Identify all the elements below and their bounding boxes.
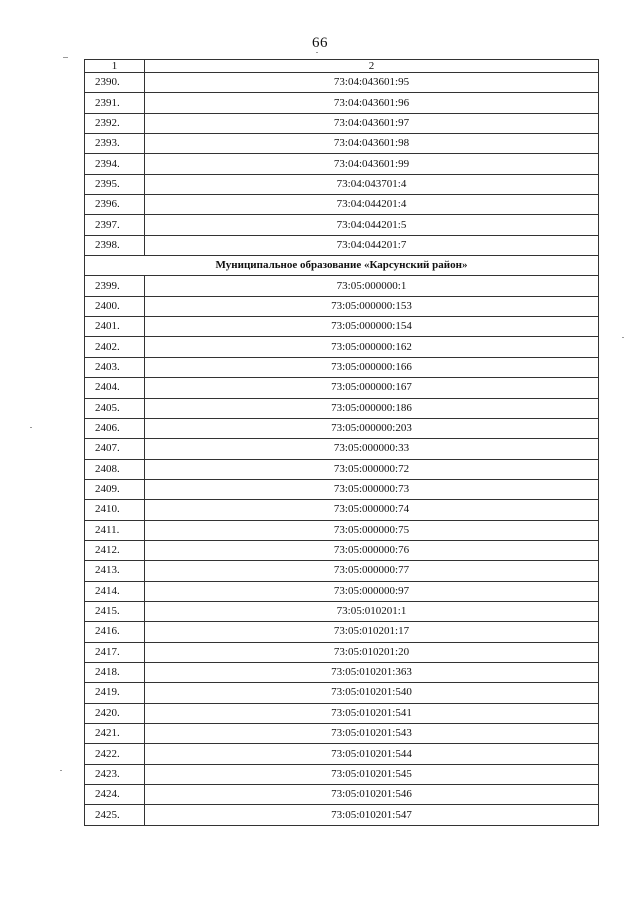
row-number-cell: 2398.	[85, 235, 145, 255]
section-row	[85, 256, 599, 276]
table-row	[85, 805, 599, 825]
cadastral-number-cell: 73:05:000000:203	[145, 418, 599, 438]
cadastral-number-cell: 73:05:000000:166	[145, 357, 599, 377]
table-row	[85, 235, 599, 255]
cadastral-registry-table	[84, 59, 599, 826]
cadastral-number-cell: 73:05:000000:167	[145, 378, 599, 398]
table-row	[85, 317, 599, 337]
row-number-cell: 2408.	[85, 459, 145, 479]
column-header-code: 2	[145, 60, 599, 73]
cadastral-number-cell: 73:05:000000:186	[145, 398, 599, 418]
table-row	[85, 398, 599, 418]
row-number-cell: 2418.	[85, 662, 145, 682]
scan-speck	[622, 337, 624, 338]
cadastral-number-cell: 73:05:000000:1	[145, 276, 599, 296]
row-number-cell: 2395.	[85, 174, 145, 194]
row-number-cell: 2396.	[85, 195, 145, 215]
table-row	[85, 622, 599, 642]
table-row	[85, 418, 599, 438]
column-header-number: 1	[85, 60, 145, 73]
table-row	[85, 601, 599, 621]
table-row	[85, 561, 599, 581]
row-number-cell: 2414.	[85, 581, 145, 601]
cadastral-number-cell: 73:04:043601:99	[145, 154, 599, 174]
table-row	[85, 642, 599, 662]
table-row	[85, 134, 599, 154]
table-row	[85, 154, 599, 174]
cadastral-number-cell: 73:04:044201:7	[145, 235, 599, 255]
cadastral-number-cell: 73:05:000000:153	[145, 296, 599, 316]
cadastral-number-cell: 73:05:010201:20	[145, 642, 599, 662]
row-number-cell: 2420.	[85, 703, 145, 723]
cadastral-number-cell: 73:05:000000:74	[145, 500, 599, 520]
row-number-cell: 2394.	[85, 154, 145, 174]
table-row	[85, 744, 599, 764]
row-number-cell: 2406.	[85, 418, 145, 438]
row-number-cell: 2422.	[85, 744, 145, 764]
cadastral-number-cell: 73:05:000000:73	[145, 479, 599, 499]
cadastral-number-cell: 73:04:043601:96	[145, 93, 599, 113]
header-row	[85, 60, 599, 73]
cadastral-number-cell: 73:05:010201:1	[145, 601, 599, 621]
table-row	[85, 73, 599, 93]
cadastral-number-cell: 73:05:000000:97	[145, 581, 599, 601]
row-number-cell: 2411.	[85, 520, 145, 540]
table-row	[85, 439, 599, 459]
row-number-cell: 2405.	[85, 398, 145, 418]
table-row	[85, 195, 599, 215]
cadastral-number-cell: 73:05:000000:77	[145, 561, 599, 581]
cadastral-number-cell: 73:04:044201:4	[145, 195, 599, 215]
cadastral-number-cell: 73:04:043601:98	[145, 134, 599, 154]
row-number-cell: 2391.	[85, 93, 145, 113]
cadastral-number-cell: 73:05:010201:543	[145, 724, 599, 744]
row-number-cell: 2419.	[85, 683, 145, 703]
row-number-cell: 2410.	[85, 500, 145, 520]
scan-speck	[60, 770, 62, 771]
cadastral-number-cell: 73:05:010201:547	[145, 805, 599, 825]
row-number-cell: 2416.	[85, 622, 145, 642]
cadastral-number-cell: 73:05:000000:75	[145, 520, 599, 540]
cadastral-number-cell: 73:05:010201:363	[145, 662, 599, 682]
table-row	[85, 93, 599, 113]
cadastral-number-cell: 73:05:010201:546	[145, 785, 599, 805]
table-row	[85, 785, 599, 805]
row-number-cell: 2403.	[85, 357, 145, 377]
row-number-cell: 2412.	[85, 540, 145, 560]
section-title: Муниципальное образование «Карсунский район»	[85, 256, 599, 276]
scan-speck	[63, 57, 68, 58]
cadastral-number-cell: 73:05:010201:545	[145, 764, 599, 784]
row-number-cell: 2397.	[85, 215, 145, 235]
table-row	[85, 215, 599, 235]
table-row	[85, 174, 599, 194]
cadastral-number-cell: 73:05:010201:540	[145, 683, 599, 703]
table-row	[85, 296, 599, 316]
row-number-cell: 2421.	[85, 724, 145, 744]
table-row	[85, 378, 599, 398]
cadastral-number-cell: 73:05:000000:72	[145, 459, 599, 479]
row-number-cell: 2415.	[85, 601, 145, 621]
table-row	[85, 113, 599, 133]
cadastral-number-cell: 73:04:043601:97	[145, 113, 599, 133]
row-number-cell: 2393.	[85, 134, 145, 154]
table-body	[85, 73, 599, 826]
cadastral-number-cell: 73:04:043601:95	[145, 73, 599, 93]
table-row	[85, 337, 599, 357]
page-number: 66	[312, 35, 328, 51]
row-number-cell: 2424.	[85, 785, 145, 805]
row-number-cell: 2417.	[85, 642, 145, 662]
cadastral-number-cell: 73:05:000000:76	[145, 540, 599, 560]
table-row	[85, 276, 599, 296]
table-row	[85, 357, 599, 377]
table-row	[85, 703, 599, 723]
table-row	[85, 500, 599, 520]
table-row	[85, 479, 599, 499]
table-row	[85, 764, 599, 784]
cadastral-number-cell: 73:05:010201:17	[145, 622, 599, 642]
row-number-cell: 2425.	[85, 805, 145, 825]
row-number-cell: 2409.	[85, 479, 145, 499]
table-row	[85, 540, 599, 560]
cadastral-number-cell: 73:05:000000:154	[145, 317, 599, 337]
scan-speck	[30, 427, 32, 428]
cadastral-number-cell: 73:05:000000:162	[145, 337, 599, 357]
table-row	[85, 520, 599, 540]
row-number-cell: 2404.	[85, 378, 145, 398]
row-number-cell: 2390.	[85, 73, 145, 93]
table-header	[85, 60, 599, 73]
row-number-cell: 2400.	[85, 296, 145, 316]
scan-speck	[316, 52, 318, 53]
row-number-cell: 2392.	[85, 113, 145, 133]
table-row	[85, 662, 599, 682]
row-number-cell: 2407.	[85, 439, 145, 459]
cadastral-number-cell: 73:05:000000:33	[145, 439, 599, 459]
row-number-cell: 2401.	[85, 317, 145, 337]
cadastral-number-cell: 73:04:044201:5	[145, 215, 599, 235]
row-number-cell: 2413.	[85, 561, 145, 581]
row-number-cell: 2402.	[85, 337, 145, 357]
table-row	[85, 581, 599, 601]
row-number-cell: 2423.	[85, 764, 145, 784]
cadastral-number-cell: 73:04:043701:4	[145, 174, 599, 194]
table-row	[85, 724, 599, 744]
cadastral-number-cell: 73:05:010201:541	[145, 703, 599, 723]
row-number-cell: 2399.	[85, 276, 145, 296]
table-row	[85, 459, 599, 479]
table-row	[85, 683, 599, 703]
cadastral-number-cell: 73:05:010201:544	[145, 744, 599, 764]
